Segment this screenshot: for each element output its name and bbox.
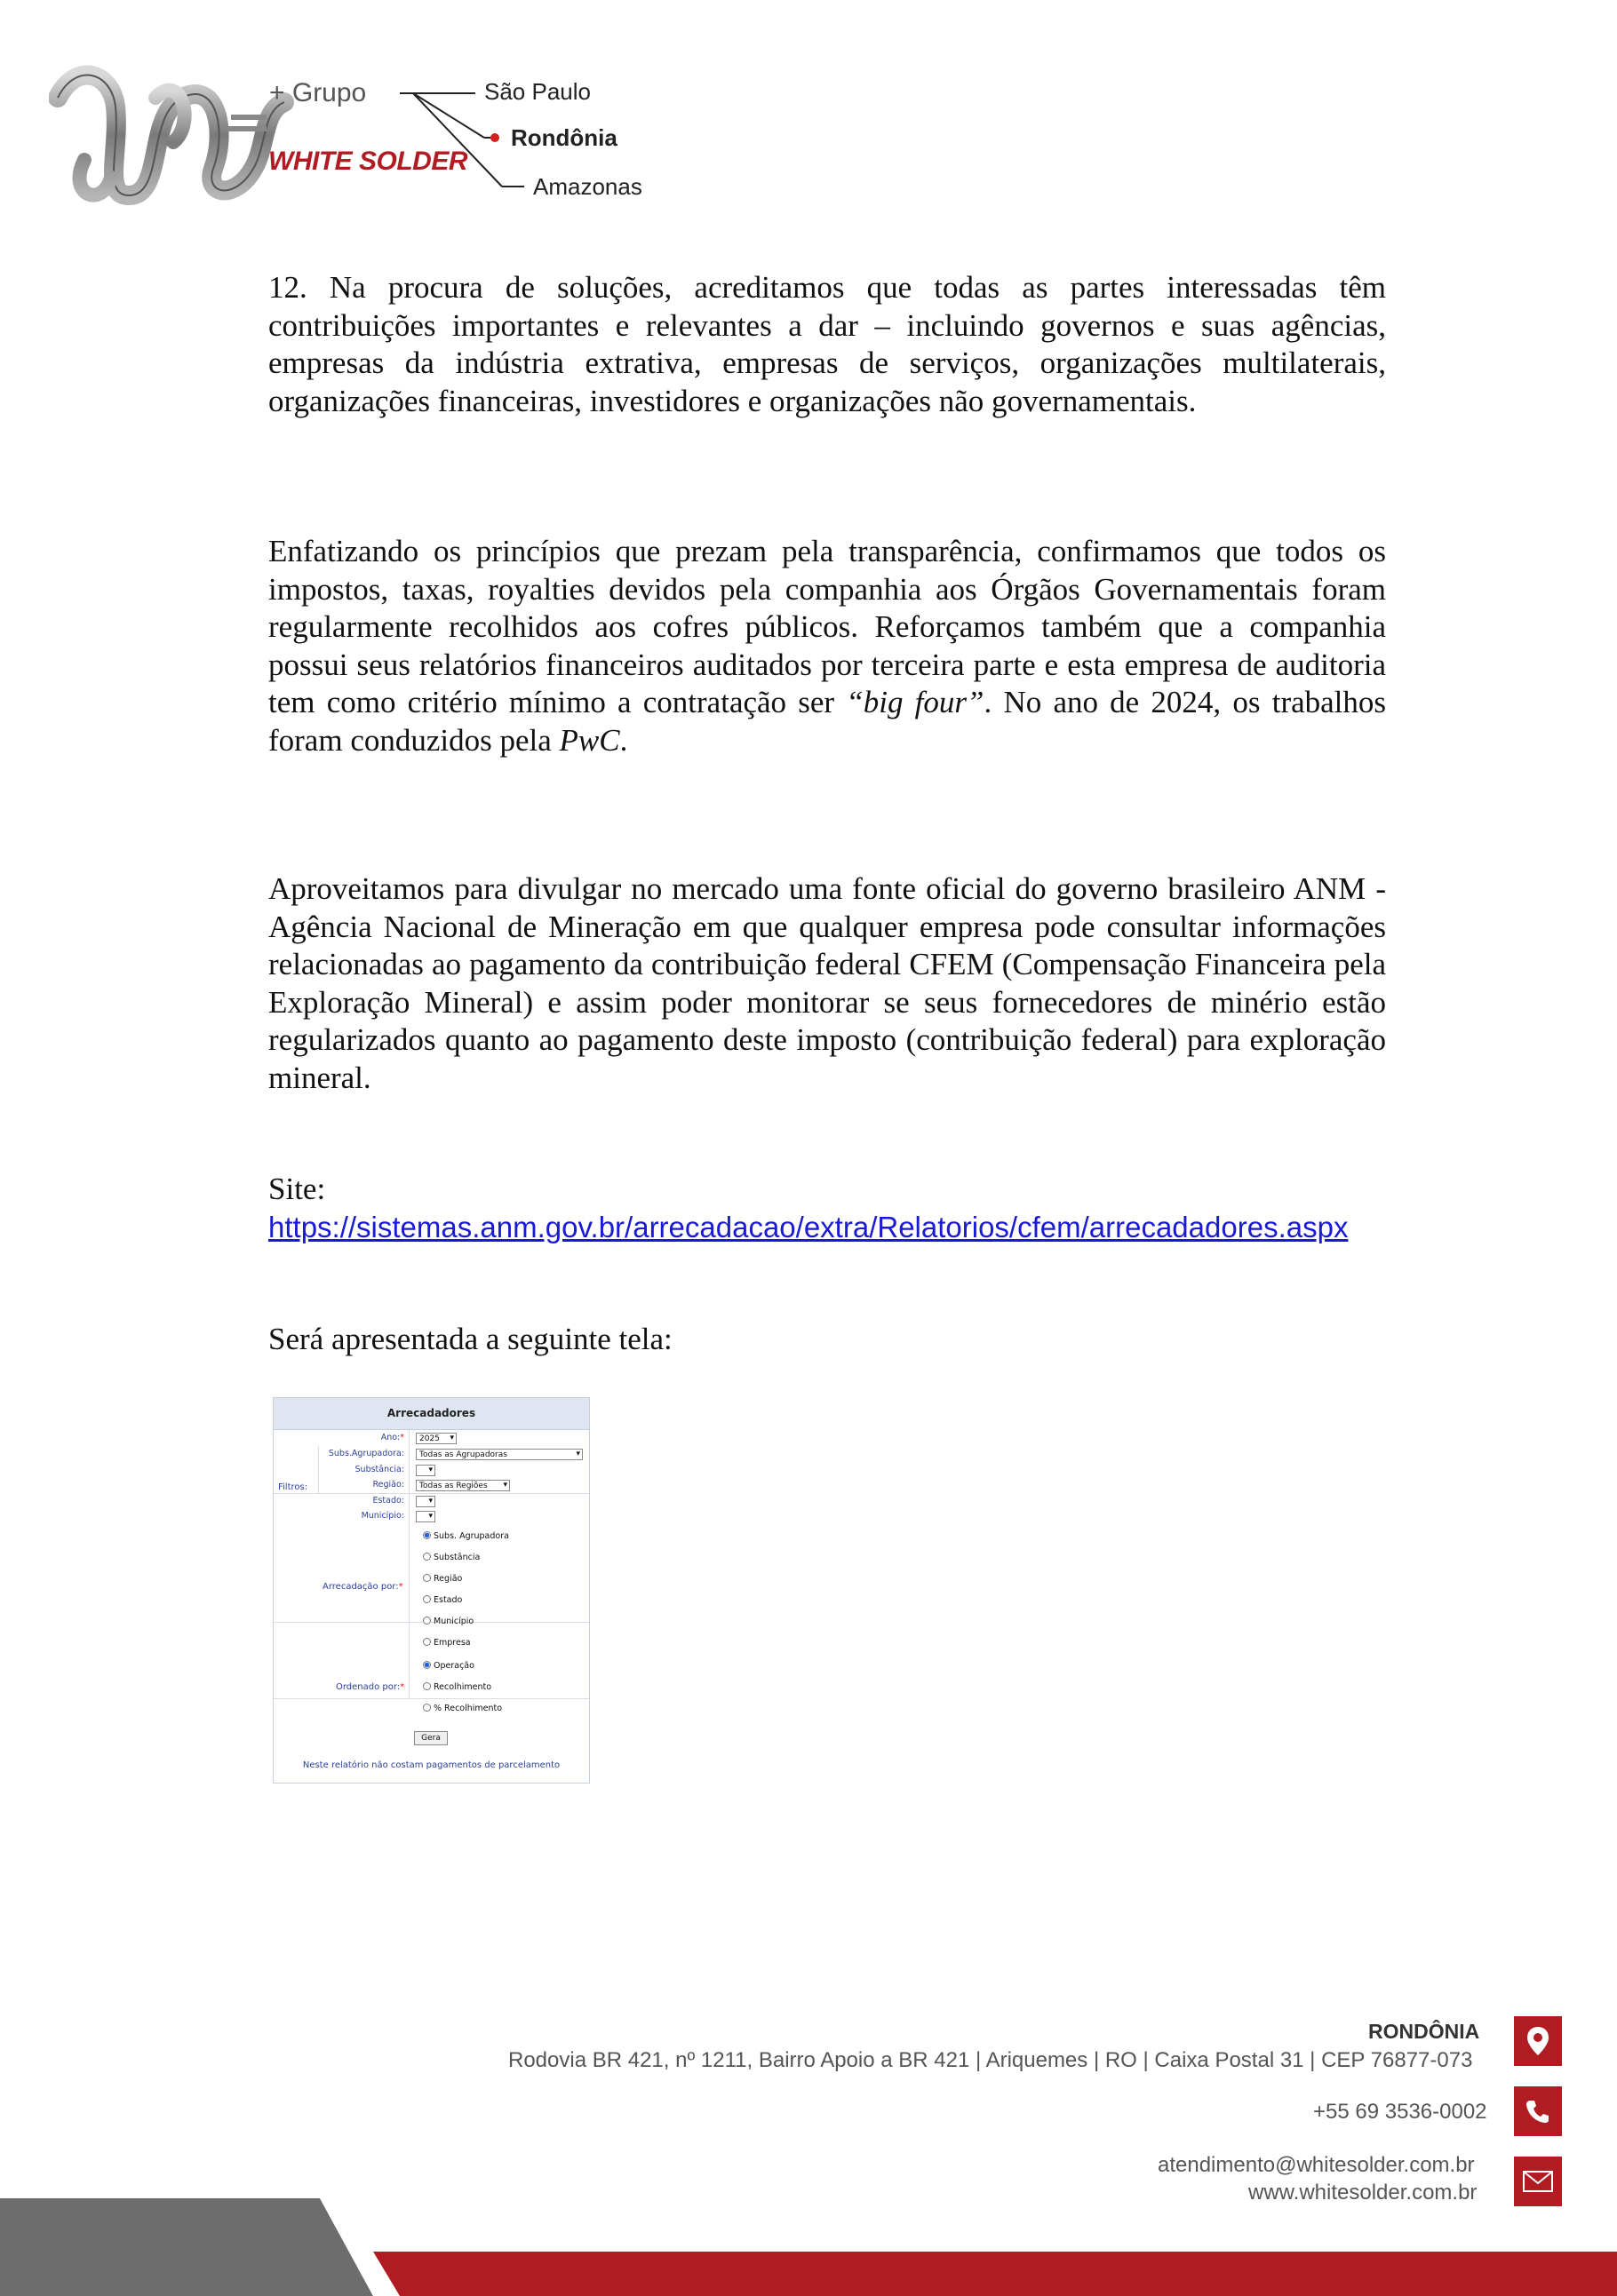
radio-label: % Recolhimento (434, 1704, 503, 1713)
arrecadadores-form-screenshot (273, 1397, 590, 1784)
radio-label: Recolhimento (434, 1682, 492, 1692)
required-mark: * (400, 1433, 404, 1442)
ano-select[interactable]: 2025 ▾ (416, 1433, 457, 1444)
radio-label: Empresa (434, 1638, 471, 1648)
paragraph-transparency-text-2: . No ano de 2024, os trabalhos foram conduzidos pela (268, 685, 1387, 758)
big-four-emphasis: “big four” (846, 685, 984, 719)
location-pin-icon (1514, 2016, 1562, 2066)
radio-icon (423, 1704, 431, 1712)
regiao-select[interactable]: Todas as Regiões ▾ (416, 1480, 510, 1491)
branch-rondonia: Rondônia (511, 124, 617, 151)
form-title: Arrecadadores (274, 1398, 589, 1430)
branch-sao-paulo: São Paulo (484, 78, 591, 105)
field-label-municipio: Município: (361, 1511, 404, 1521)
arrecadacao-por-text: Arrecadação por: (323, 1582, 399, 1592)
grupo-label: + Grupo (269, 78, 367, 107)
field-municipio (274, 1509, 589, 1523)
radio-icon (423, 1595, 431, 1603)
branch-amazonas: Amazonas (533, 173, 642, 200)
anm-site-link[interactable]: https://sistemas.anm.gov.br/arrecadacao/extra/Relatorios/cfem/arrecadadores.aspx (268, 1210, 1349, 1243)
ordenado-por-label (336, 1682, 404, 1692)
radio-recolhimento[interactable] (423, 1682, 491, 1692)
radio-icon (423, 1638, 431, 1646)
company-logo (49, 62, 671, 213)
radio-icon (423, 1553, 431, 1561)
radio-estado[interactable] (423, 1595, 462, 1605)
footer-phone: +55 69 3536-0002 (1313, 2100, 1487, 2124)
field-estado (274, 1494, 589, 1508)
radio-icon (423, 1574, 431, 1582)
estado-select[interactable] (416, 1496, 435, 1507)
field-label-subs-agrupadora: Subs.Agrupadora: (328, 1449, 404, 1458)
arrecadacao-por-label (323, 1582, 403, 1592)
required-mark: * (398, 1582, 403, 1592)
radio-icon (423, 1682, 431, 1690)
field-ano (274, 1431, 589, 1445)
radio-label: Subs. Agrupadora (434, 1531, 509, 1541)
substancia-select[interactable] (416, 1465, 435, 1476)
radio-label: Operação (434, 1661, 474, 1671)
phone-icon (1514, 2086, 1562, 2136)
field-subs-agrupadora (274, 1447, 589, 1461)
paragraph-screen-intro: Será apresentada a seguinte tela: (268, 1322, 673, 1356)
footer-address: Rodovia BR 421, nº 1211, Bairro Apoio a BR 421 | Ariquemes | RO | Caixa Postal 31 | CEP 76877-073 (508, 2048, 1473, 2072)
footer-website[interactable]: www.whitesolder.com.br (1248, 2181, 1478, 2205)
radio-selected-icon (423, 1661, 431, 1669)
paragraph-anm: Aproveitamos para divulgar no mercado uma fonte oficial do governo brasileiro ANM - Agência Nacional de Mineração em que qualquer empresa pode consultar informações relacionadas ao pagamento da contribuição federal CFEM (Compensação Financeira pela Exploração Mineral) e assim poder monitorar se seus fornecedores de minério estão regularizados quanto ao pagamento deste imposto (contribuição federal) para exploração mineral. (268, 871, 1386, 1095)
field-label-regiao: Região: (372, 1480, 404, 1490)
radio-municipio[interactable] (423, 1617, 474, 1626)
field-label-text: Ano: (380, 1433, 401, 1442)
field-substancia (274, 1463, 589, 1477)
required-mark: * (400, 1682, 405, 1692)
radio-label: Município (434, 1617, 474, 1626)
form-divider (274, 1698, 589, 1699)
form-note: Neste relatório não costam pagamentos de parcelamento (302, 1760, 561, 1770)
subs-agrupadora-select[interactable]: Todas as Agrupadoras ▾ (416, 1449, 583, 1460)
radio-empresa[interactable] (423, 1638, 471, 1648)
brand-name: WHITE SOLDER (268, 147, 467, 176)
ordenado-por-text: Ordenado por: (336, 1682, 401, 1692)
pwc-emphasis: PwC (559, 722, 620, 758)
footer-email[interactable]: atendimento@whitesolder.com.br (1158, 2153, 1475, 2177)
filtros-label: Filtros: (278, 1482, 308, 1492)
radio-selected-icon (423, 1531, 431, 1539)
radio-substancia[interactable] (423, 1553, 480, 1562)
radio-operacao[interactable] (423, 1661, 474, 1671)
site-label: Site: (268, 1172, 326, 1206)
radio-subs-agrupadora[interactable] (423, 1531, 509, 1541)
footer-region: RONDÔNIA (1368, 2020, 1480, 2043)
radio-regiao[interactable] (423, 1574, 462, 1584)
field-regiao (274, 1478, 589, 1492)
field-label-substancia: Substância: (354, 1465, 404, 1474)
radio-icon (423, 1617, 431, 1625)
footer-band (0, 2198, 1617, 2296)
paragraph-transparency-text: Enfatizando os princípios que prezam pela transparência, confirmamos que todos os impostos, taxas, royalties devidos pela companhia aos Órgãos Governamentais foram regularmente recolhidos aos cofres públicos. Reforçamos também que a companhia possui seus relatórios financeiros auditados por terceira parte e esta empresa de auditoria tem como critério mínimo a contratação ser (268, 534, 1386, 719)
gera-button[interactable]: Gera (414, 1731, 448, 1745)
field-label-ano (381, 1431, 404, 1445)
municipio-select[interactable] (416, 1511, 435, 1522)
radio-label: Estado (434, 1595, 463, 1605)
radio-pct-recolhimento[interactable] (423, 1704, 502, 1713)
radio-label: Região (434, 1574, 463, 1584)
field-label-estado: Estado: (372, 1496, 404, 1506)
site-block (268, 1171, 1386, 1246)
radio-label: Substância (434, 1553, 481, 1562)
paragraph-12: 12. Na procura de soluções, acreditamos que todas as partes interessadas têm contribuições importantes e relevantes a dar – incluindo governos e suas agências, empresas da indústria extrativa, empresas de serviços, organizações multilaterais, organizações financeiras, investidores e organizações não governamentais. (268, 270, 1386, 418)
paragraph-transparency (268, 533, 1386, 759)
paragraph-transparency-end: . (619, 722, 628, 758)
